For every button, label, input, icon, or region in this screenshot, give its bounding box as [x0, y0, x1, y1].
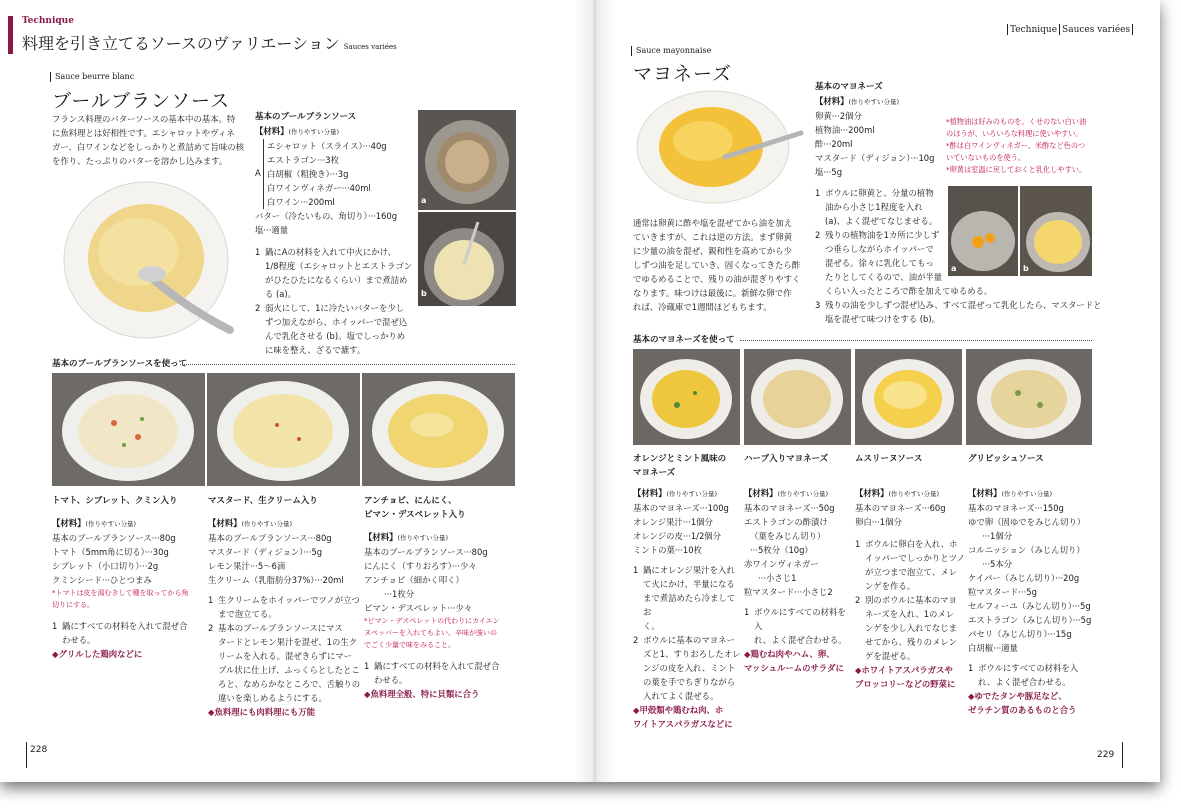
- recommendation: ◆ホワイトアスパラガスや: [855, 665, 953, 675]
- mayonnaise-recipe: 基本のマヨネーズ 【材料】(作りやすい分量) 卵黄···2個分 植物油···200ml 酢···20ml マスタード（ディジョン）···10g 塩···5g: [815, 80, 945, 179]
- variant-anchovy: アンチョビ、にんにく、 ピマン・デスペレット入り 【材料】(作りやすい分量) 基本のブールブランソース···80g にんにく（すりおろす）···少々 アンチョビ（細かく叩く） ···1枚分 ピマン・デスペレット···少々 *ピマン・デスペレットの代わりにカイエン ヌペッパーを入れてもよい。辛味が強いの でごく少量で味をみること。 1 鍋にすべての材料を入れて混ぜ合 わせる。 ◆魚料理全般、特に貝類に合う: [364, 494, 519, 701]
- recommendation: ◆甲殻類や鶏むね肉、ホ: [633, 705, 724, 715]
- variant-title: マスタード、生クリーム入り: [208, 496, 318, 506]
- mayonnaise-notes: *植物油は好みのものを。くせのない白い油 のほうが、いろいろな料理に使いやすい。 *酢は白ワインヴィネガー、米酢など色のつ いていないものを使う。 *卵黄は室温に戻しておくと乳化しやすい。: [946, 117, 1087, 174]
- running-header-right: Sauces variées: [1062, 25, 1131, 35]
- variant-herb: ハーブ入りマヨネーズ 【材料】(作りやすい分量) 基本のマヨネーズ···50g エストラゴンの酢漬け （葉をみじん切り） ···5枚分（10g） 赤ワインヴィネガー ···小さじ1 粒マスタード···小さじ2 1 ボウルにすべての材料を入 れ、よく混ぜ合わせる。 ◆鶏むね肉やハム、卵、 マッシュルームのサラダに: [744, 452, 854, 675]
- page-title: [22, 31, 397, 54]
- a-mark: A: [255, 168, 261, 178]
- recipe-title-right: 基本のマヨネーズ: [815, 82, 883, 92]
- using-header-left: 基本のブールブランソースを使って: [52, 359, 188, 369]
- photo-label-a-left: a: [421, 196, 427, 205]
- technique-bar: [8, 16, 13, 54]
- page-title-text: 料理を引き立てるソースのヴァリエーション: [22, 34, 340, 53]
- step-photo-b-right: [1020, 186, 1092, 276]
- variant-photo-tomato: [52, 373, 205, 486]
- variant-title: オレンジとミント風味の: [633, 454, 727, 464]
- page-number-right: 229: [1097, 750, 1115, 760]
- variant-photo-mousseline: [855, 349, 962, 445]
- variant-photo-gribiche: [966, 349, 1092, 445]
- section-title-right: マヨネーズ: [633, 63, 733, 85]
- page-bar-left: [26, 742, 27, 768]
- recommendation: ◆魚料理全般、特に貝類に合う: [364, 689, 480, 699]
- intro-left: フランス料理のバターソースの基本中の基本。特 に魚料理とは好相性です。エシャロットやヴィネ ガー、白ワインなどをしっかりと煮詰めて旨味の核 を作り、たっぷりのバターを溶かし込みます。: [52, 114, 245, 166]
- step-photo-b-left: [418, 212, 516, 306]
- section-fr-right: Sauce mayonnaise: [631, 46, 711, 56]
- mayonnaise-steps: 1 ボウルに卵黄と、分量の植物 油から小さじ1程度を入れ (a)、よく混ぜてなじませる。 2 残りの植物油を1カ所に少しず つ垂らしながらホイッパーで 混ぜる。徐々に乳化してもっ たりとしてくるので、油が半量 くらい入ったところで酢を加えてゆるめる。: [815, 188, 993, 296]
- variant-photo-mustard: [207, 373, 360, 486]
- mayonnaise-step-3: 3 残りの油を少しずつ混ぜ込み、すべて混ぜって乳化したら、マスタードと 塩を混ぜて味つけをする (b)。: [815, 300, 1102, 324]
- variant-mousseline: ムスリーヌソース 【材料】(作りやすい分量) 基本のマヨネーズ···60g 卵白···1個分 1 ボウルに卵白を入れ、ホ イッパーでしっかりとツノ が立つまで泡立て、メレ ンゲを作る。 2 別のボウルに基本のマヨ ネーズを入れ、1のメレ ンゲを少し入れてなじま せてから、残りのメレン ゲを混ぜる。 ◆ホワイトアスパラガスや ブロッコリーなどの野菜に: [855, 454, 965, 689]
- running-header-left: Technique: [1010, 25, 1058, 35]
- intro-right: 通常は卵黄に酢や塩を混ぜてから油を加え ていきますが、これは逆の方法。まず卵黄 に少量の油を混ぜ、親和性を高めてから少 しずつ油を足していき、固くなってきたら酢 でゆるめることで、残りの油が混ぎりやすく なります。味つけは最後に。新鮮な卵で作 れば、冷蔵庫で1週間ほどもちます。: [633, 218, 801, 312]
- photo-label-b-right: b: [1023, 264, 1029, 273]
- variant-title: グリビッシュソース: [968, 454, 1044, 464]
- variant-photo-anchovy: [362, 373, 515, 486]
- beurre-blanc-recipe: 基本のブールブランソース 【材料】(作りやすい分量) A エシャロット（スライス）···40g エストラゴン···3枚 白胡椒（粗挽き）···3g 白ワインヴィネガー···40ml 白ワイン···200ml バター（冷たいもの、角切り）···160g 塩···適量 1 鍋にAの材料を入れて中火にかけ、 1/8程度（エシャロットとエストラゴン がひたひたになるくらい）まで煮詰め る (a)。 2 弱火にして、1に冷たいバターを少し ずつ加えながら、ホイッパーで混ぜ込 んで乳化させる (b)。塩でしっかりめ に味を整え、ざるで漉す。: [255, 110, 420, 357]
- recommendation: ◆グリルした鶏肉などに: [52, 649, 143, 659]
- divider-right: [740, 340, 1092, 341]
- variant-title: トマト、シブレット、クミン入り: [52, 496, 178, 506]
- recommendation: ◆魚料理にも肉料理にも万能: [208, 707, 315, 717]
- step-photo-a-right: [948, 186, 1018, 276]
- variant-gribiche: グリビッシュソース 【材料】(作りやすい分量) 基本のマヨネーズ···150g ゆで卵（固ゆでをみじん切り） ···1個分 コルニッション（みじん切り） ···5本分 ケイパー（みじん切り）···20g 粒マスタード···5g セルフィーユ（みじん切り）···5g エストラゴン（みじん切り）···5g パセリ（みじん切り）···15g 白胡椒···適量 1 ボウルにすべての材料を入 れ、よく混ぜ合わせる。 ◆ゆでたタンや豚足など、 ゼラチン質のあるものと合う: [968, 452, 1098, 717]
- technique-label: Technique: [22, 16, 74, 26]
- section-fr-left: Sauce beurre blanc: [50, 72, 134, 82]
- variant-photo-herb: [744, 349, 851, 445]
- page-number-left: 228: [30, 745, 48, 755]
- variant-title: ハーブ入りマヨネーズ: [744, 454, 829, 464]
- running-header: [1005, 24, 1135, 35]
- variant-title: アンチョビ、にんにく、: [364, 496, 457, 506]
- photo-label-b-left: b: [421, 289, 427, 298]
- beurre-blanc-photo: [60, 170, 240, 345]
- section-title-left: ブールブランソース: [52, 90, 231, 112]
- recommendation: ◆鶏むね肉やハム、卵、: [744, 649, 835, 659]
- page-title-fr: Sauces variées: [343, 43, 397, 51]
- page-bar-right: [1122, 742, 1123, 768]
- using-header-right: 基本のマヨネーズを使って: [633, 335, 735, 345]
- variant-title: ムスリーヌソース: [855, 454, 923, 464]
- variant-tomato: トマト、シブレット、クミン入り 【材料】(作りやすい分量) 基本のブールブランソース···80g トマト（5mm角に切る）···30g シブレット（小口切り）···2g クミンシード···ひとつまみ *トマトは皮を湯むきして種を取ってから角 切りにする。 1 鍋にすべての材料を入れて混ぜ合 わせる。 ◆グリルした鶏肉などに: [52, 494, 205, 661]
- recommendation: ◆ゆでたタンや豚足など、: [968, 691, 1067, 701]
- variant-mustard: マスタード、生クリーム入り 【材料】(作りやすい分量) 基本のブールブランソース···80g マスタード（ディジョン）···5g レモン果汁···5〜6滴 生クリーム（乳脂肪分37%）···20ml 1 生クリームをホイッパーでツノが立つ まで泡立てる。 2 基本のブールブランソースにマス タードとレモン果汁を混ぜ、1の生ク リームを入れる。混ぜきらずにマー ブル状に仕上げ、ふっくらとしたとこ ろと、なめらかなところで、舌触りの 違いを楽しめるようにする。 ◆魚料理にも肉料理にも万能: [208, 496, 361, 717]
- divider-left: [180, 364, 515, 365]
- book-gutter: [575, 0, 615, 782]
- photo-label-a-right: a: [951, 264, 957, 273]
- variant-orange: オレンジとミント風味の マヨネーズ 【材料】(作りやすい分量) 基本のマヨネーズ···100g オレンジ果汁···1個分 オレンジの皮···1/2個分 ミントの葉···10枚 1 鍋にオレンジ果汁を入れ て火にかけ、半量になる まで煮詰めたら冷ましてお く。 2 ボウルに基本のマヨネー ズと1、すりおろしたオレ ンジの皮を入れ、ミント の葉を手でちぎりながら 入れてよく混ぜる。 ◆甲殻類や鶏むね肉、ホ ワイトアスパラガスなどに: [633, 452, 743, 731]
- recipe-title-left: 基本のブールブランソース: [255, 112, 357, 122]
- variant-photo-orange: [633, 349, 740, 445]
- step-photo-a-left: [418, 110, 516, 210]
- mayonnaise-photo: [633, 85, 808, 205]
